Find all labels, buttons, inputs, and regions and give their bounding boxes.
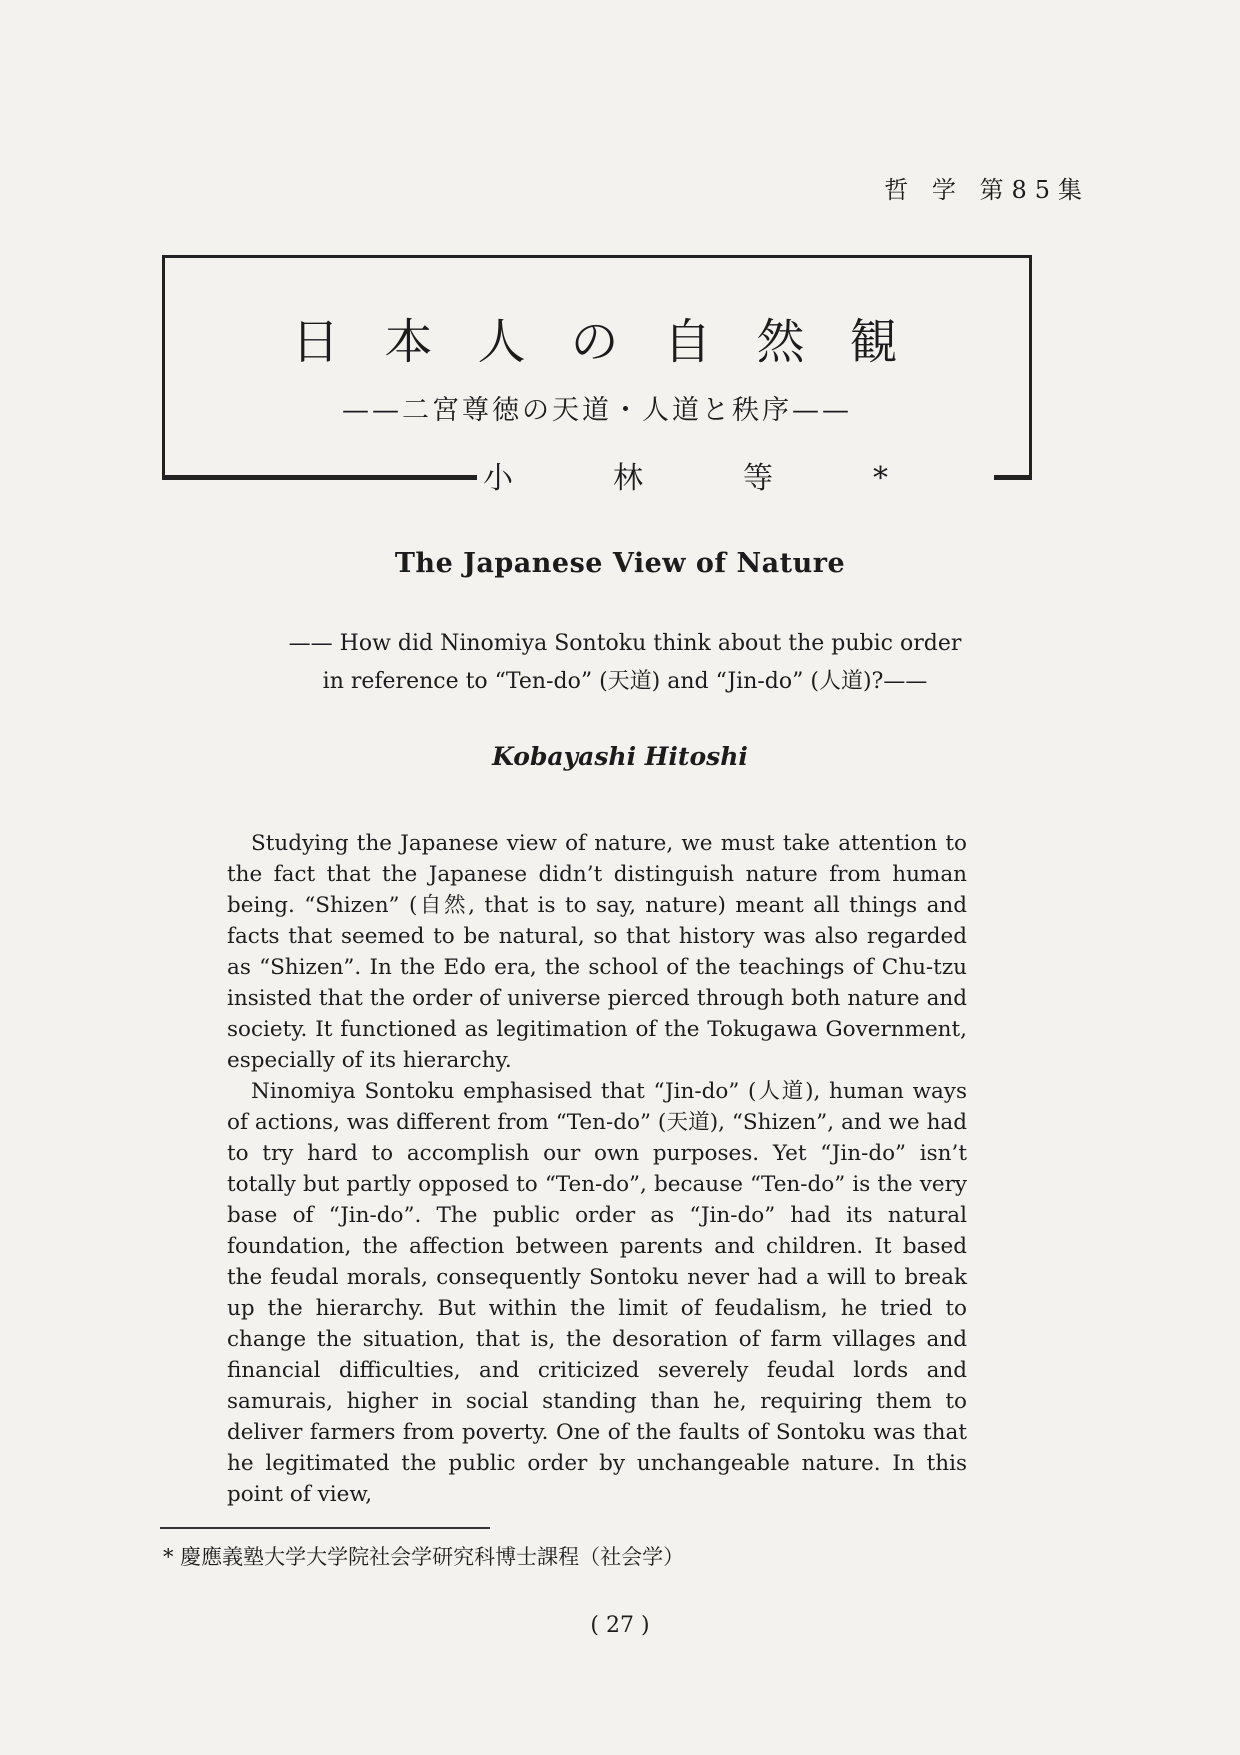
- english-title: The Japanese View of Nature: [394, 548, 846, 579]
- abstract: [227, 828, 967, 1510]
- japanese-subtitle: ——二宮尊徳の天道・人道と秩序——: [342, 395, 852, 426]
- japanese-title: 日本人の自然観: [291, 314, 943, 370]
- footnote: * 慶應義塾大学大学院社会学研究科博士課程（社会学）: [163, 1545, 685, 1569]
- english-author: Kobayashi Hitoshi: [492, 742, 748, 771]
- english-subtitle-line-1: —— How did Ninomiya Sontoku think about the pubic order: [288, 631, 962, 656]
- japanese-author: 小林等*: [477, 453, 994, 497]
- english-subtitle-line-2: in reference to “Ten-do” (天道) and “Jin-do” (人道)?——: [322, 669, 928, 694]
- abstract-paragraph-1: Studying the Japanese view of nature, we must take attention to the fact that the Japanese didn’t distinguish nature from human being. “Shizen” (自然, that is to say, nature) meant all things and facts that seemed to be natural, so that history was also regarded as “Shizen”. In the Edo era, the school of the teachings of Chu-tzu insisted that the order of universe pierced through both nature and society. It functioned as legitimation of the Tokugawa Government, especially of its hierarchy.: [227, 831, 967, 1073]
- english-subtitle: [220, 625, 1030, 701]
- journal-header: 哲 学 第85集: [884, 176, 1090, 204]
- footnote-divider: [160, 1527, 490, 1529]
- page-number: ( 27 ): [590, 1613, 650, 1638]
- title-box: [162, 255, 1032, 496]
- abstract-paragraph-2: Ninomiya Sontoku emphasised that “Jin-do” (人道), human ways of actions, was different from “Ten-do” (天道), “Shizen”, and we had to try hard to accomplish our own purposes. Yet “Jin-do” isn’t totally but partly opposed to “Ten-do”, because “Ten-do” is the very base of “Jin-do”. The public order as “Jin-do” had its natural foundation, the affection between parents and children. It based the feudal morals, consequently Sontoku never had a will to break up the hierarchy. But within the limit of feudalism, he tried to change the situation, that is, the desoration of farm villages and financial difficulties, and criticized severely feudal lords and samurais, higher in social standing than he, requiring them to deliver farmers from poverty. One of the faults of Sontoku was that he legitimated the public order by unchangeable nature. In this point of view,: [227, 1079, 967, 1507]
